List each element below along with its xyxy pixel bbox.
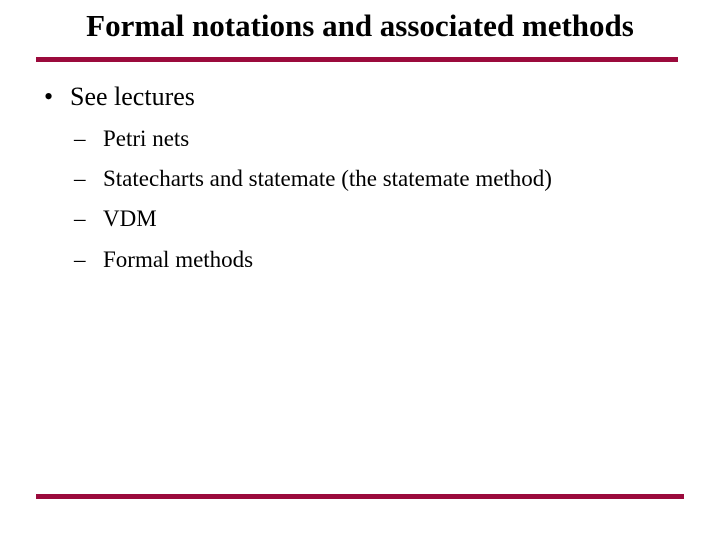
bullet-item-see-lectures xyxy=(44,79,195,115)
sub-item-text: Petri nets xyxy=(103,126,190,151)
sub-item-petri-nets xyxy=(74,123,189,155)
sub-item-text: Formal methods xyxy=(103,247,254,272)
sub-item-marker: – xyxy=(74,126,86,151)
sub-item-text: Statecharts and statemate (the statemate method) xyxy=(103,166,552,191)
bullet-text: See lectures xyxy=(70,82,195,111)
footer-divider xyxy=(36,494,684,499)
bullet-marker: • xyxy=(44,82,54,111)
sub-item-statecharts xyxy=(74,163,552,195)
sub-item-text: VDM xyxy=(103,206,157,231)
sub-item-formal-methods xyxy=(74,244,253,276)
sub-item-marker: – xyxy=(74,166,86,191)
sub-item-marker: – xyxy=(74,206,86,231)
sub-item-marker: – xyxy=(74,247,86,272)
sub-item-vdm xyxy=(74,203,157,235)
slide-title: Formal notations and associated methods xyxy=(86,8,634,43)
